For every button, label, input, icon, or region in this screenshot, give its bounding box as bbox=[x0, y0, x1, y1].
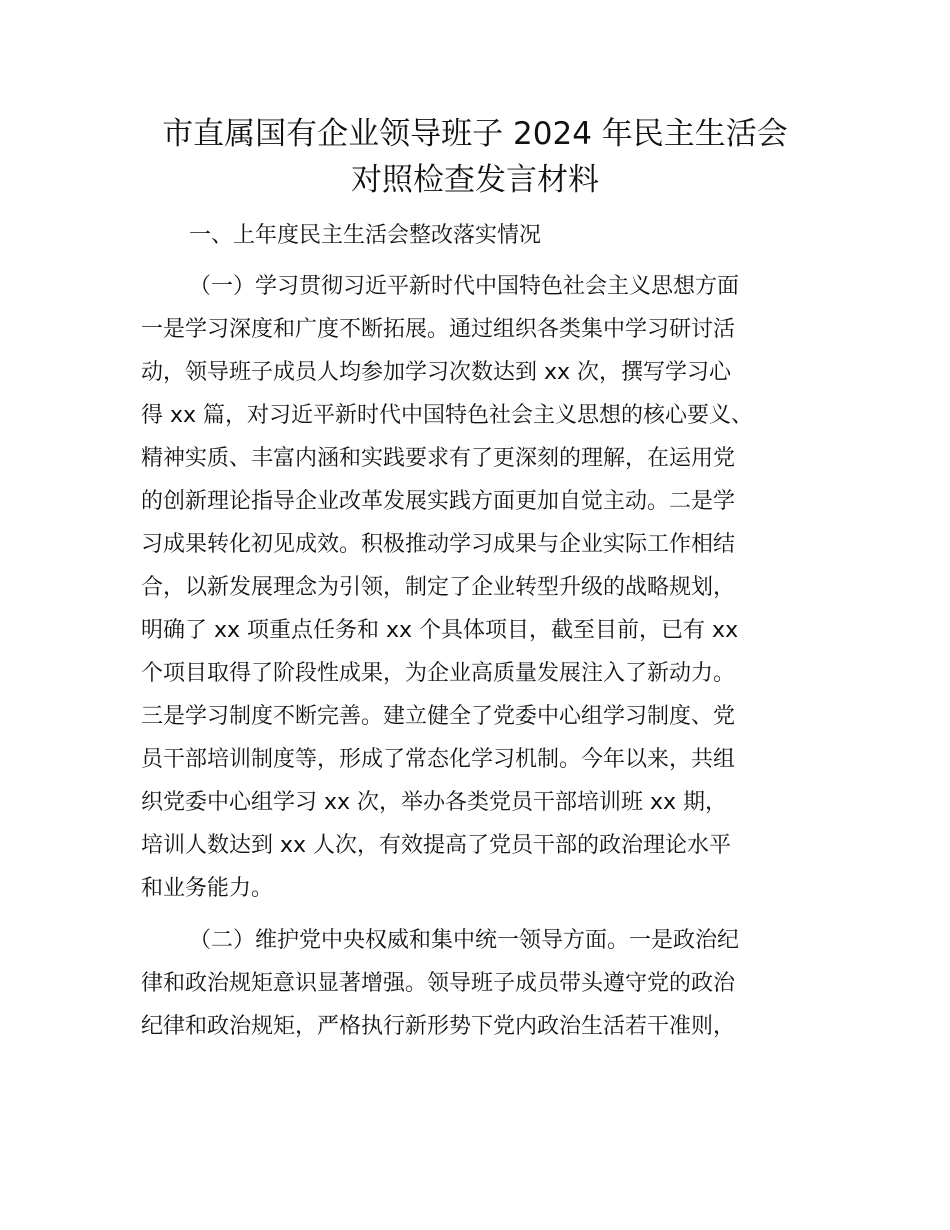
paragraph-line: 员干部培训制度等，形成了常态化学习机制。今年以来，共组 bbox=[141, 747, 736, 772]
paragraph-line: 纪律和政治规矩，严格执行新形势下党内政治生活若干准则， bbox=[141, 1014, 736, 1039]
paragraph-line: 习成果转化初见成效。积极推动学习成果与企业实际工作相结 bbox=[141, 532, 736, 557]
paragraph-line: 培训人数达到 xx 人次，有效提高了党员干部的政治理论水平 bbox=[141, 833, 732, 858]
paragraph-line: 律和政治规矩意识显著增强。领导班子成员带头遵守党的政治 bbox=[141, 971, 736, 996]
section-heading: 一、上年度民主生活会整改落实情况 bbox=[189, 223, 542, 248]
subsection-heading-2: （二）维护党中央权威和集中统一领导方面。一是政治纪 bbox=[189, 928, 740, 953]
document-title-line-2: 对照检查发言材料 bbox=[351, 162, 599, 198]
paragraph-line: 个项目取得了阶段性成果，为企业高质量发展注入了新动力。 bbox=[141, 661, 736, 686]
paragraph-line: 三是学习制度不断完善。建立健全了党委中心组学习制度、党 bbox=[141, 704, 736, 729]
paragraph-line: 动，领导班子成员人均参加学习次数达到 xx 次，撰写学习心 bbox=[141, 360, 732, 385]
paragraph-line: 的创新理论指导企业改革发展实践方面更加自觉主动。二是学 bbox=[141, 489, 736, 514]
paragraph-line: 和业务能力。 bbox=[141, 876, 274, 901]
document-title-line-1: 市直属国有企业领导班子 2024 年民主生活会 bbox=[162, 116, 788, 152]
paragraph-line: 得 xx 篇，对习近平新时代中国特色社会主义思想的核心要义、 bbox=[141, 403, 754, 428]
paragraph-line: 织党委中心组学习 xx 次，举办各类党员干部培训班 xx 期， bbox=[141, 790, 728, 815]
paragraph-line: 明确了 xx 项重点任务和 xx 个具体项目，截至目前，已有 xx bbox=[141, 618, 739, 643]
paragraph-line: 合，以新发展理念为引领，制定了企业转型升级的战略规划， bbox=[141, 575, 736, 600]
paragraph-line: 精神实质、丰富内涵和实践要求有了更深刻的理解，在运用党 bbox=[141, 446, 736, 471]
paragraph-line: 一是学习深度和广度不断拓展。通过组织各类集中学习研讨活 bbox=[141, 317, 736, 342]
subsection-heading-1: （一）学习贯彻习近平新时代中国特色社会主义思想方面 bbox=[189, 274, 740, 299]
